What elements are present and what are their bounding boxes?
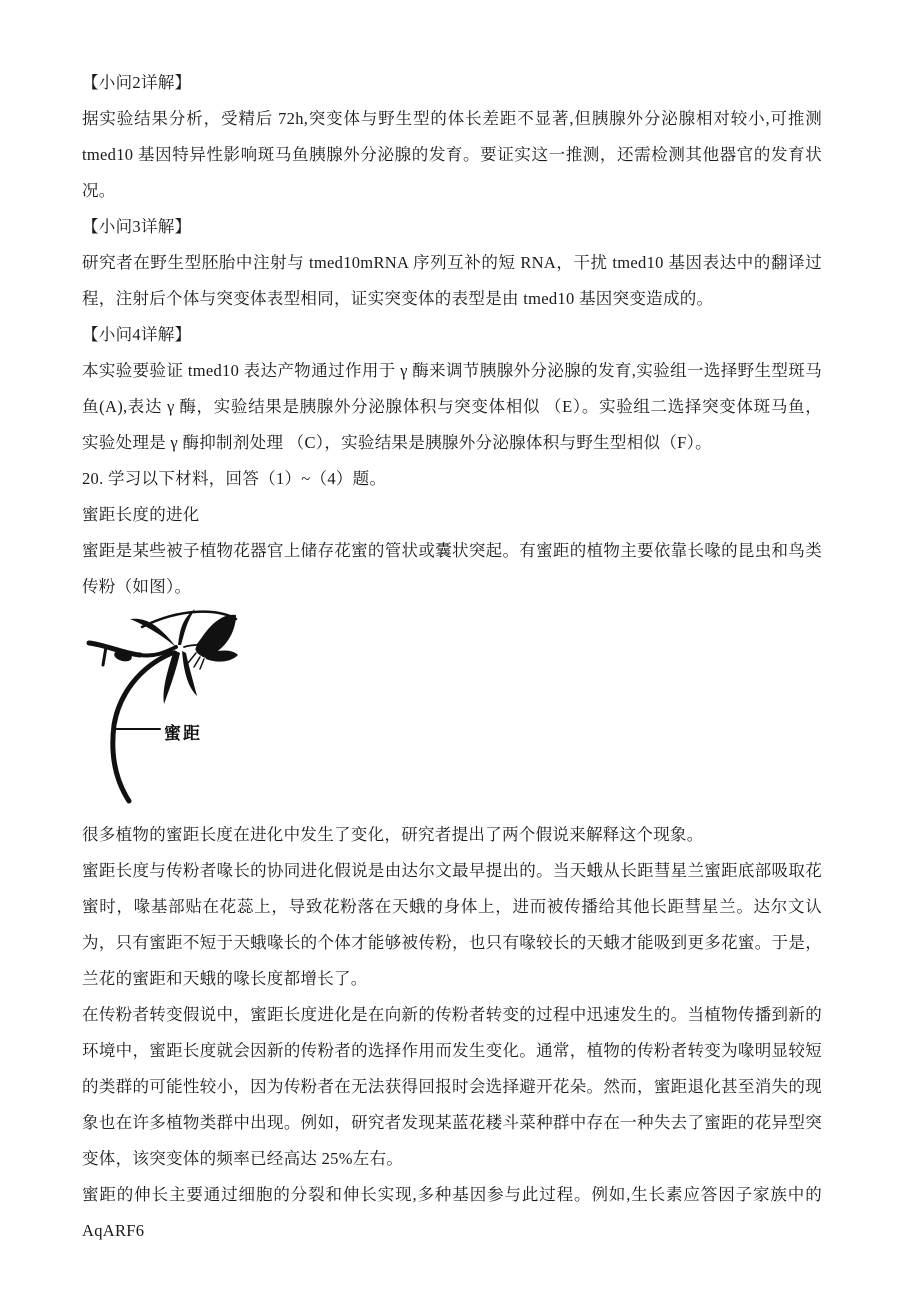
- nectar-spur-figure: [82, 605, 822, 817]
- stem: [89, 643, 140, 655]
- stem-fork: [103, 647, 106, 665]
- detail-para-q4: 本实验要验证 tmed10 表达产物通过作用于 γ 酶来调节胰腺外分泌腺的发育,实验组一选择野生型斑马鱼(A),表达 γ 酶，实验结果是胰腺外分泌腺体积与突变体相似 （E）。实验组二选择突变体斑马鱼，实验处理是 γ 酶抑制剂处理 （C），实验结果是胰腺外分泌腺体积与野生型相似（F）。: [82, 361, 822, 452]
- detail-para-q2: 据实验结果分析，受精后 72h,突变体与野生型的体长差距不显著,但胰腺外分泌腺相对较小,可推测 tmed10 基因特异性影响斑马鱼胰腺外分泌腺的发育。要证实这一推测，还需检测其他器官的发育状况。: [82, 109, 822, 200]
- moth-proboscis: [184, 645, 198, 647]
- moth-forewing: [196, 615, 236, 655]
- moth-flower-illustration: [84, 605, 334, 815]
- question-20-stem: 20. 学习以下材料，回答（1）~（4）题。: [82, 469, 387, 488]
- detail-heading-q2: 【小问2详解】: [82, 73, 192, 92]
- detail-para-q3: 研究者在野生型胚胎中注射与 tmed10mRNA 序列互补的短 RNA，干扰 tmed10 基因表达中的翻译过程，注射后个体与突变体表型相同，证实突变体的表型是由 tmed10 基因突变造成的。: [82, 253, 822, 308]
- detail-heading-q4: 【小问4详解】: [82, 325, 192, 344]
- detail-heading-q3: 【小问3详解】: [82, 217, 192, 236]
- hypotheses-intro-para: 很多植物的蜜距长度在进化中发生了变化，研究者提出了两个假说来解释这个现象。: [82, 825, 704, 844]
- petal-droop-right: [182, 651, 197, 696]
- spur-elongation-para: 蜜距的伸长主要通过细胞的分裂和伸长实现,多种基因参与此过程。例如,生长素应答因子家族中的 AqARF6: [82, 1185, 822, 1240]
- coevolution-hypothesis-para: 蜜距长度与传粉者喙长的协同进化假说是由达尔文最早提出的。当天蛾从长距彗星兰蜜距底部吸取花蜜时，喙基部贴在花蕊上，导致花粉落在天蛾的身体上，进而被传播给其他长距彗星兰。达尔文认为，只有蜜距不短于天蛾喙长的个体才能够被传粉，也只有喙较长的天蛾才能吸到更多花蜜。于是，兰花的蜜距和天蛾的喙长度都增长了。: [82, 861, 822, 988]
- material-title: 蜜距长度的进化: [82, 505, 200, 524]
- pollinator-shift-hypothesis-para: 在传粉者转变假说中，蜜距长度进化是在向新的传粉者转变的过程中迅速发生的。当植物传播到新的环境中，蜜距长度就会因新的传粉者的选择作用而发生变化。通常，植物的传粉者转变为喙明显较短的类群的可能性较小，因为传粉者在无法获得回报时会选择避开花朵。然而，蜜距退化甚至消失的现象也在许多植物类群中出现。例如，研究者发现某蓝花耧斗菜种群中存在一种失去了蜜距的花异型突变体，该突变体的频率已经高达 25%左右。: [82, 1005, 822, 1168]
- material-intro-para: 蜜距是某些被子植物花器官上储存花蜜的管状或囊状突起。有蜜距的植物主要依靠长喙的昆虫和鸟类传粉（如图）。: [82, 541, 822, 596]
- nectar-spur-label: 蜜距: [164, 724, 202, 743]
